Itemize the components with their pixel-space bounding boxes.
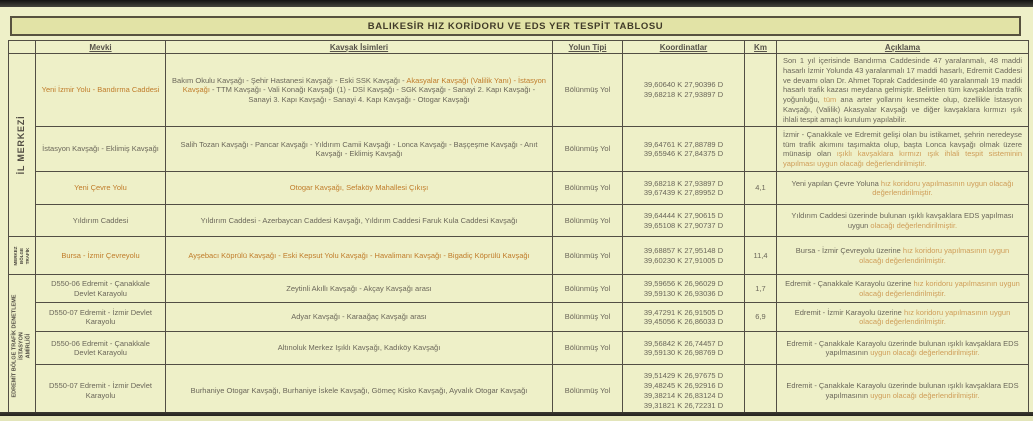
coordinate-line: 39,59130 K 26,98769 D	[643, 348, 724, 358]
yolun-tipi-cell: Bölünmüş Yol	[553, 303, 623, 332]
kavsak-isimleri-cell	[166, 172, 553, 205]
column-header-mevki: Mevki	[36, 41, 166, 54]
koordinatlar-cell	[623, 275, 745, 303]
text-segment: Yeni İzmir Yolu - Bandırma Caddesi	[41, 85, 160, 95]
text-segment: D550-07 Edremit - İzmir Devlet Karayolu	[49, 307, 152, 327]
km-cell: 6,9	[745, 303, 777, 332]
eds-table	[8, 40, 1029, 417]
coordinate-line: 39,64761 K 27,88789 D	[643, 139, 724, 149]
km-cell: 4,1	[745, 172, 777, 205]
text-segment: Son 1 yıl içerisinde Bandırma Caddesinde 47 yaralanmalı, 48 maddi hasarlı İzmir Yolunda 43 yaralanmalı 17 maddi hasarlı, Edremit Caddesi ve devamı olan Dr. Ahmet Toprak Caddesinde 40 yaralanmalı 19 maddi hasarlı trafik kazası meydana gelmiştir. Belirtilen tüm kavşaklarda trafik yoğunluğu,	[783, 56, 1022, 104]
aciklama-cell	[777, 332, 1029, 365]
aciklama-cell	[777, 275, 1029, 303]
text-segment: Otogar Kavşağı, Sefaköy Mahallesi Çıkışı	[289, 183, 429, 193]
koordinatlar-cell	[623, 172, 745, 205]
text-segment: Zeytinli Akıllı Kavşağı - Akçay Kavşağı arası	[286, 283, 432, 293]
text-segment: Yıldırım Caddesi - Azerbaycan Caddesi Kavşağı, Yıldırım Caddesi Faruk Kula Caddesi Kavşağı	[200, 215, 518, 225]
text-segment: Edremit - Çanakkale Karayolu üzerinde bulunan ışıklı kavşaklara EDS yapılmasının	[786, 338, 1019, 358]
text-segment: uygun olacağı değerlendirilmiştir.	[870, 390, 980, 400]
mevki-cell	[36, 54, 166, 127]
table-row	[9, 205, 1029, 237]
coordinate-line: 39,59130 K 26,93036 D	[643, 288, 724, 298]
mevki-cell	[36, 172, 166, 205]
km-cell: 11,4	[745, 237, 777, 275]
text-segment: - TTM Kavşağı - Vali Konağı Kavşağı (1) - DSİ Kavşağı - SGK Kavşağı - Sanayi 2. Kapı Kavşağı - Sanayi 3. Kapı Kavşağı - Sanayi 4. Kapı Kavşağı - Otogar Kavşağı	[209, 85, 536, 104]
text-segment: tüm	[823, 95, 837, 104]
coordinate-line: 39,67439 K 27,89952 D	[643, 188, 724, 198]
text-segment: hız koridoru yapılmasının uygun olacağı değerlendirilmiştir.	[859, 246, 1010, 265]
kavsak-isimleri-cell	[166, 365, 553, 417]
coordinate-line: 39,68857 K 27,95148 D	[643, 246, 724, 255]
coordinate-line: 39,38214 K 26,83124 D	[643, 390, 724, 400]
yolun-tipi-cell: Bölünmüş Yol	[553, 237, 623, 275]
coordinate-line: 39,47291 K 26,91505 D	[643, 307, 724, 317]
text-segment: Yıldırım Caddesi üzerinde bulunan ışıklı kavşaklara EDS yapılması uygun	[791, 211, 1014, 230]
table-title-bar	[10, 16, 1021, 36]
yolun-tipi-cell: Bölünmüş Yol	[553, 332, 623, 365]
table-row	[9, 275, 1029, 303]
scan-paper-below	[0, 416, 1033, 421]
text-segment: D550-06 Edremit - Çanakkale Devlet Karayolu	[51, 338, 150, 358]
kavsak-isimleri-cell	[166, 127, 553, 172]
aciklama-cell	[777, 54, 1029, 127]
group-column-header	[9, 41, 36, 54]
text-segment: Yeni yapılan Çevre Yoluna	[791, 178, 881, 188]
text-segment: D550-06 Edremit - Çanakkale Devlet Karayolu	[51, 279, 150, 298]
mevki-cell	[36, 365, 166, 417]
text-segment: Ayşebacı Köprülü Kavşağı - Eski Kepsut Yolu Kavşağı - Havalimanı Kavşağı - Bigadiç Köprülü Kavşağı	[188, 250, 530, 260]
kavsak-isimleri-cell	[166, 237, 553, 275]
aciklama-cell	[777, 303, 1029, 332]
table-row	[9, 127, 1029, 172]
text-segment: Burhaniye Otogar Kavşağı, Burhaniye İskele Kavşağı, Gömeç Kisko Kavşağı, Ayvalık Otogar Kavşağı	[190, 385, 528, 395]
coordinate-line: 39,51429 K 26,97675 D	[643, 371, 724, 381]
text-segment: Bakım Okulu Kavşağı - Şehir Hastanesi Kavşağı - Eski SSK Kavşağı -	[172, 75, 407, 85]
text-segment: Edremit - Çanakkale Karayolu üzerine	[785, 279, 914, 288]
table-row	[9, 365, 1029, 417]
aciklama-cell	[777, 237, 1029, 275]
aciklama-cell	[777, 205, 1029, 237]
text-segment: Bursa - İzmir Çevreyolu üzerine	[795, 246, 903, 255]
text-segment: Bursa - İzmir Çevreyolu	[61, 250, 140, 260]
mevki-cell	[36, 205, 166, 237]
kavsak-isimleri-cell	[166, 205, 553, 237]
koordinatlar-cell	[623, 332, 745, 365]
aciklama-cell	[777, 127, 1029, 172]
table-header	[9, 41, 1029, 54]
text-segment: uygun olacağı değerlendirilmiştir.	[870, 348, 980, 358]
km-cell	[745, 332, 777, 365]
text-segment: olacağı değerlendirilmiştir.	[870, 220, 958, 230]
text-segment: ana arter yollarını kesmekte olup, özellikle İstasyon Kavşağı, (Valilik) Akasyalar Kavşağı ve diğer kavşaklara kırmızı ışık ihlali tespit amaçlı kurulum yapılabilir.	[783, 95, 1022, 124]
yolun-tipi-cell: Bölünmüş Yol	[553, 54, 623, 127]
table-title: BALIKESİR HIZ KORİDORU VE EDS YER TESPİT TABLOSU	[367, 20, 664, 32]
mevki-cell	[36, 303, 166, 332]
km-cell	[745, 365, 777, 417]
kavsak-isimleri-cell	[166, 275, 553, 303]
km-cell	[745, 205, 777, 237]
scan-edge-top	[0, 0, 1033, 7]
coordinate-line: 39,65108 K 27,90737 D	[643, 220, 724, 230]
group-label-cell	[9, 275, 36, 417]
table-body	[9, 54, 1029, 417]
yolun-tipi-cell: Bölünmüş Yol	[553, 127, 623, 172]
mevki-cell	[36, 275, 166, 303]
yolun-tipi-cell: Bölünmüş Yol	[553, 275, 623, 303]
group-label-cell	[9, 237, 36, 275]
text-segment: Yıldırım Caddesi	[72, 215, 129, 225]
table-row	[9, 332, 1029, 365]
yolun-tipi-cell: Bölünmüş Yol	[553, 365, 623, 417]
koordinatlar-cell	[623, 205, 745, 237]
group-label: EDREMİT BÖLGE TRAFİK DENETLEME İSTASYON AMİRLİĞİ	[11, 294, 32, 398]
coordinate-line: 39,60640 K 27,90396 D	[643, 80, 724, 90]
koordinatlar-cell	[623, 303, 745, 332]
column-header-koordinatlar: Koordinatlar	[623, 41, 745, 54]
km-cell: 1,7	[745, 275, 777, 303]
text-segment: İzmir - Çanakkale ve Edremit gelişi olan bu istikamet, şehrin neredeyse tüm trafik akımını taşımakta olup, başta Lonca kavşağı olmak üzere münasip olan	[783, 129, 1022, 159]
mevki-cell	[36, 127, 166, 172]
yolun-tipi-cell: Bölünmüş Yol	[553, 172, 623, 205]
kavsak-isimleri-cell	[166, 54, 553, 127]
km-cell	[745, 54, 777, 127]
kavsak-isimleri-cell	[166, 332, 553, 365]
coordinate-line: 39,68218 K 27,93897 D	[643, 90, 724, 100]
group-label: MERKEZ BÖLGE TRAFİK	[13, 246, 30, 266]
kavsak-isimleri-cell	[166, 303, 553, 332]
coordinate-line: 39,64444 K 27,90615 D	[643, 211, 724, 220]
column-header-kavsak-isimleri: Kavşak İsimleri	[166, 41, 553, 54]
text-segment: D550-07 Edremit - İzmir Devlet Karayolu	[49, 381, 152, 400]
mevki-cell	[36, 332, 166, 365]
group-label-cell	[9, 54, 36, 237]
table-row	[9, 303, 1029, 332]
column-header-yolun-tipi: Yolun Tipi	[553, 41, 623, 54]
text-segment: hız koridoru yapılmasının uygun olacağı değerlendirilmiştir.	[859, 279, 1020, 298]
text-segment: Salih Tozan Kavşağı - Pancar Kavşağı - Yıldırım Camii Kavşağı - Lonca Kavşağı - Başçeşme Kavşağı - Anıt Kavşağı - Eklimiş Kavşağı	[180, 139, 538, 159]
text-segment: ışıklı kavşaklara kırmızı ışık ihlali tespit sisteminin yapılması uygun olacağı değerlendirilmiştir.	[783, 149, 1022, 168]
km-cell	[745, 127, 777, 172]
coordinate-line: 39,56842 K 26,74457 D	[643, 338, 724, 348]
coordinate-line: 39,65946 K 27,84375 D	[643, 149, 724, 159]
coordinate-line: 39,48245 K 26,92916 D	[643, 381, 724, 390]
text-segment: Altınoluk Merkez Işıklı Kavşağı, Kadıköy Kavşağı	[277, 343, 441, 353]
text-segment: Edremit - Çanakkale Karayolu üzerinde bulunan ışıklı kavşaklara EDS yapılmasının	[786, 381, 1019, 400]
table-row	[9, 237, 1029, 275]
text-segment: Edremit - İzmir Karayolu üzerine	[794, 307, 904, 317]
text-segment: Akasyalar Kavşağı (Valilik Yanı) - İstasyon Kavşağı	[182, 75, 546, 95]
aciklama-cell	[777, 172, 1029, 205]
coordinate-line: 39,60230 K 27,91005 D	[643, 255, 724, 265]
yolun-tipi-cell: Bölünmüş Yol	[553, 205, 623, 237]
table-row	[9, 172, 1029, 205]
coordinate-line: 39,68218 K 27,93897 D	[643, 178, 724, 188]
coordinate-line: 39,31821 K 26,72231 D	[643, 400, 724, 410]
coordinate-line: 39,45056 K 26,86033 D	[643, 317, 724, 327]
koordinatlar-cell	[623, 127, 745, 172]
group-label: İL MERKEZİ	[16, 115, 27, 175]
koordinatlar-cell	[623, 237, 745, 275]
column-header-km: Km	[745, 41, 777, 54]
text-segment: İstasyon Kavşağı - Eklimiş Kavşağı	[42, 144, 159, 154]
mevki-cell	[36, 237, 166, 275]
coordinate-line: 39,59656 K 26,96029 D	[643, 279, 724, 288]
text-segment: hız koridoru yapılmasının uygun olacağı değerlendirilmiştir.	[859, 307, 1011, 327]
text-segment: hız koridoru yapılmasının uygun olacağı değerlendirilmiştir.	[872, 178, 1014, 198]
aciklama-cell	[777, 365, 1029, 417]
koordinatlar-cell	[623, 365, 745, 417]
table-row	[9, 54, 1029, 127]
text-segment: Adyar Kavşağı - Karaağaç Kavşağı arası	[291, 312, 427, 322]
koordinatlar-cell	[623, 54, 745, 127]
text-segment: Yeni Çevre Yolu	[74, 183, 127, 193]
column-header-aciklama: Açıklama	[777, 41, 1029, 54]
